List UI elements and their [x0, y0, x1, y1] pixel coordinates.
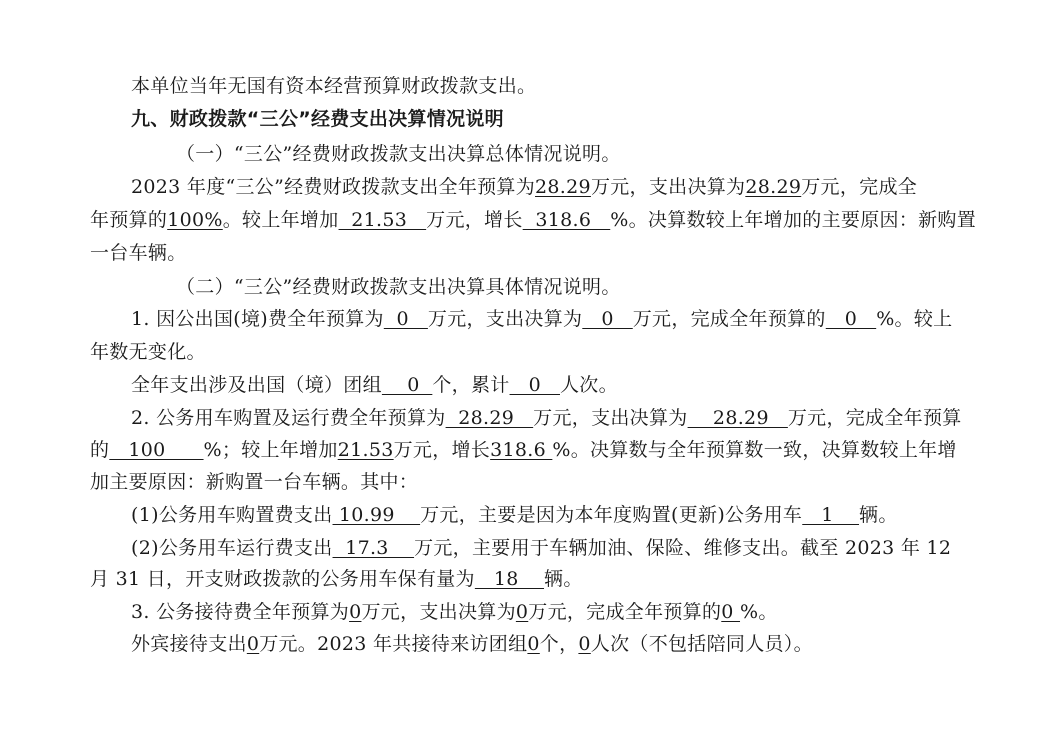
text-segment: 人次（不包括陪同人员）。 [590, 633, 813, 655]
text-segment: %；较上年增加 [203, 439, 338, 461]
text-segment: 万元，支出决算为 [533, 407, 688, 429]
text-segment: 万元。2023 年共接待来访团组 [259, 633, 528, 655]
reception-line-1 [131, 599, 778, 625]
text-segment: %。决算数较上年增加的主要原因：新购置 [610, 209, 977, 231]
reception-completion-value: 0 [721, 601, 741, 623]
vehicle-final-value: 28.29 [687, 407, 788, 429]
text-segment: 万元，主要是因为本年度购置(更新)公务用车 [420, 504, 803, 526]
text-segment: 万元，主要用于车辆加油、保险、维修支出。截至 2023 年 12 [414, 537, 952, 559]
overseas-budget-value: 0 [383, 308, 428, 330]
text-segment: 全年支出涉及出国（境）团组 [131, 374, 382, 396]
text-segment: 万元，支出决算为 [427, 308, 583, 330]
vehicle-line-3 [90, 469, 418, 495]
foreign-reception-value: 0 [246, 633, 260, 655]
text-segment: 一台车辆。 [90, 242, 187, 264]
subsection-title: （二）“三公”经费财政拨款支出决算具体情况说明。 [176, 276, 621, 298]
text-segment: 2. 公务用车购置及运行费全年预算为 [131, 407, 446, 429]
text-segment: 个， [539, 633, 579, 655]
vehicle-purchase-line [131, 502, 898, 528]
text-segment: 个，累计 [432, 374, 510, 396]
visiting-persons-value: 0 [578, 633, 591, 655]
vehicle-completion-value: 100 [109, 439, 204, 461]
annual-budget-value: 28.29 [535, 176, 591, 198]
text-segment: 辆。 [544, 568, 583, 590]
reception-final-value: 0 [515, 601, 529, 623]
final-account-value: 28.29 [745, 176, 802, 198]
overseas-final-value: 0 [582, 308, 633, 330]
overseas-completion-value: 0 [825, 308, 877, 330]
reception-line-2 [131, 631, 813, 657]
text-segment: 人次。 [559, 374, 618, 396]
text-segment: 万元，支出决算为 [590, 176, 746, 198]
overall-paragraph-line-2 [90, 207, 976, 233]
text-segment: 万元，支出决算为 [361, 601, 516, 623]
reception-budget-value: 0 [349, 601, 362, 623]
text-segment: 万元，增长 [393, 439, 491, 461]
text-segment: 万元，完成全年预算 [787, 407, 962, 429]
text-segment: 本单位当年无国有资本经营预算财政拨款支出。 [131, 75, 537, 97]
vehicle-operation-line-2 [90, 566, 583, 592]
text-segment: (1)公务用车购置费支出 [131, 504, 333, 526]
text-segment: %。决算数与全年预算数一致，决算数较上年增 [552, 439, 957, 461]
vehicle-line-1 [131, 405, 962, 431]
paragraph-no-capital-budget [131, 73, 536, 99]
text-segment: 月 31 日，开支财政拨款的公务用车保有量为 [90, 568, 475, 590]
section-heading-nine [131, 106, 504, 132]
text-segment: 2023 年度“三公”经费财政拨款支出全年预算为 [131, 176, 536, 198]
overseas-persons-value: 0 [509, 374, 560, 396]
text-segment: 1. 因公出国(境)费全年预算为 [131, 308, 384, 330]
vehicle-increase-value: 21.53 [337, 439, 394, 461]
text-segment: 万元，完成全 [801, 176, 918, 198]
overseas-groups-value: 0 [381, 374, 433, 396]
vehicle-purchase-value: 10.99 [332, 504, 421, 526]
text-segment: 3. 公务接待费全年预算为 [131, 601, 350, 623]
text-segment: 年预算的 [90, 209, 168, 231]
text-segment: 加主要原因：新购置一台车辆。其中： [90, 471, 419, 493]
visiting-groups-value: 0 [527, 633, 540, 655]
subheading-one [176, 141, 621, 167]
text-segment: 万元，增长 [426, 209, 523, 231]
text-segment: %。 [740, 601, 778, 623]
text-segment: 万元，完成全年预算的 [632, 308, 826, 330]
subsection-title: （一）“三公”经费财政拨款支出决算总体情况说明。 [176, 143, 621, 165]
text-segment: 。较上年增加 [222, 209, 339, 231]
growth-rate-value: 318.6 [522, 209, 611, 231]
vehicle-holding-value: 18 [474, 568, 545, 590]
text-segment: 年数无变化。 [90, 341, 206, 363]
completion-rate-value: 100% [167, 209, 223, 231]
overseas-groups-line [131, 372, 618, 398]
vehicle-budget-value: 28.29 [445, 407, 534, 429]
overseas-travel-line-2 [90, 339, 206, 365]
overall-paragraph-line-3 [90, 240, 187, 266]
vehicle-line-2 [90, 437, 957, 463]
subheading-two [176, 274, 621, 300]
text-segment: 的 [90, 439, 110, 461]
vehicle-operation-value: 17.3 [332, 537, 415, 559]
section-title: 九、财政拨款“三公”经费支出决算情况说明 [131, 108, 504, 130]
text-segment: %。较上 [876, 308, 953, 330]
vehicle-growth-value: 318.6 [490, 439, 553, 461]
text-segment: 辆。 [859, 504, 898, 526]
text-segment: 万元，完成全年预算的 [528, 601, 722, 623]
vehicle-operation-line-1 [131, 535, 951, 561]
overall-paragraph-line-1 [131, 174, 917, 200]
increase-amount-value: 21.53 [338, 209, 427, 231]
overseas-travel-line-1 [131, 306, 952, 332]
vehicle-count-purchased: 1 [802, 504, 860, 526]
text-segment: (2)公务用车运行费支出 [131, 537, 333, 559]
text-segment: 外宾接待支出 [131, 633, 247, 655]
